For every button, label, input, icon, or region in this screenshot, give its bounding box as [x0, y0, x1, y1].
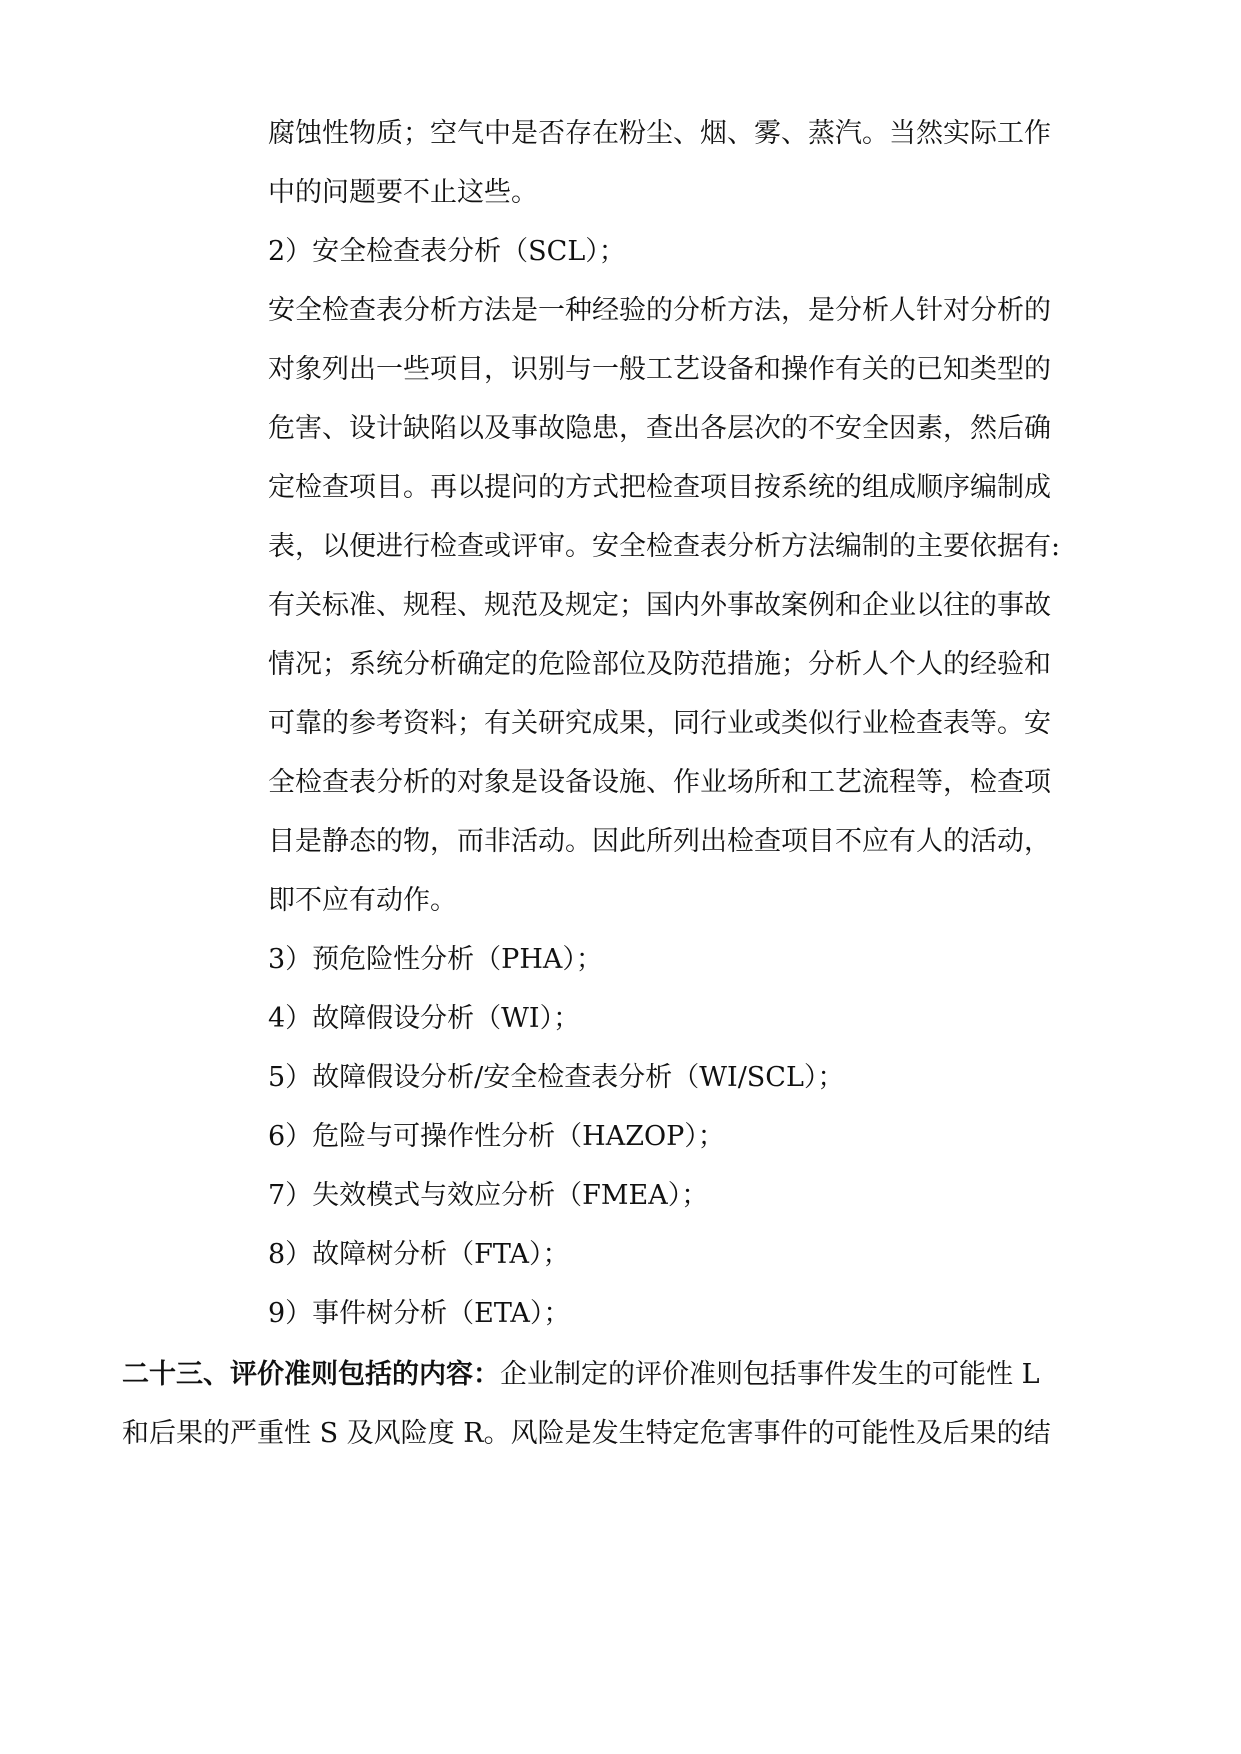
list-item-pha: 3）预危险性分析（PHA）；: [268, 944, 603, 975]
section-23-heading: 二十三、评价准则包括的内容：: [122, 1359, 500, 1390]
paragraph-line: 对象列出一些项目，识别与一般工艺设备和操作有关的已知类型的: [268, 354, 1051, 385]
paragraph-line: 全检查表分析的对象是设备设施、作业场所和工艺流程等，检查项: [268, 767, 1051, 798]
paragraph-line: 有关标准、规程、规范及规定；国内外事故案例和企业以往的事故: [268, 590, 1051, 621]
list-item-eta: 9）事件树分析（ETA）；: [268, 1298, 571, 1329]
paragraph-line: 危害、设计缺陷以及事故隐患，查出各层次的不安全因素，然后确: [268, 413, 1051, 444]
list-item-fmea: 7）失效模式与效应分析（FMEA）；: [268, 1180, 709, 1211]
paragraph-line: 即不应有动作。: [268, 885, 457, 916]
section-23-line-2: 和后果的严重性 S 及风险度 R。风险是发生特定危害事件的可能性及后果的结: [122, 1418, 1051, 1449]
paragraph-line: 目是静态的物，而非活动。因此所列出检查项目不应有人的活动，: [268, 826, 1051, 857]
list-item-hazop: 6）危险与可操作性分析（HAZOP）；: [268, 1121, 725, 1152]
section-23-text: 企业制定的评价准则包括事件发生的可能性 L: [500, 1359, 1040, 1390]
list-item-wi: 4）故障假设分析（WI）；: [268, 1003, 581, 1034]
list-item-scl: 2）安全检查表分析（SCL）；: [268, 236, 626, 267]
paragraph-line: 情况；系统分析确定的危险部位及防范措施；分析人个人的经验和: [268, 649, 1051, 680]
paragraph-line: 可靠的参考资料；有关研究成果，同行业或类似行业检查表等。安: [268, 708, 1051, 739]
list-item-fta: 8）故障树分析（FTA）；: [268, 1239, 570, 1270]
paragraph-line: 安全检查表分析方法是一种经验的分析方法，是分析人针对分析的: [268, 295, 1051, 326]
section-23-line-1: [122, 1355, 1040, 1395]
paragraph-line: 表，以便进行检查或评审。安全检查表分析方法编制的主要依据有:: [268, 531, 1061, 562]
paragraph-line: 定检查项目。再以提问的方式把检查项目按系统的组成顺序编制成: [268, 472, 1051, 503]
paragraph-line: 中的问题要不止这些。: [268, 177, 538, 208]
paragraph-line: 腐蚀性物质；空气中是否存在粉尘、烟、雾、蒸汽。当然实际工作: [268, 118, 1051, 149]
list-item-wi-scl: 5）故障假设分析/安全检查表分析（WI/SCL）；: [268, 1062, 845, 1093]
